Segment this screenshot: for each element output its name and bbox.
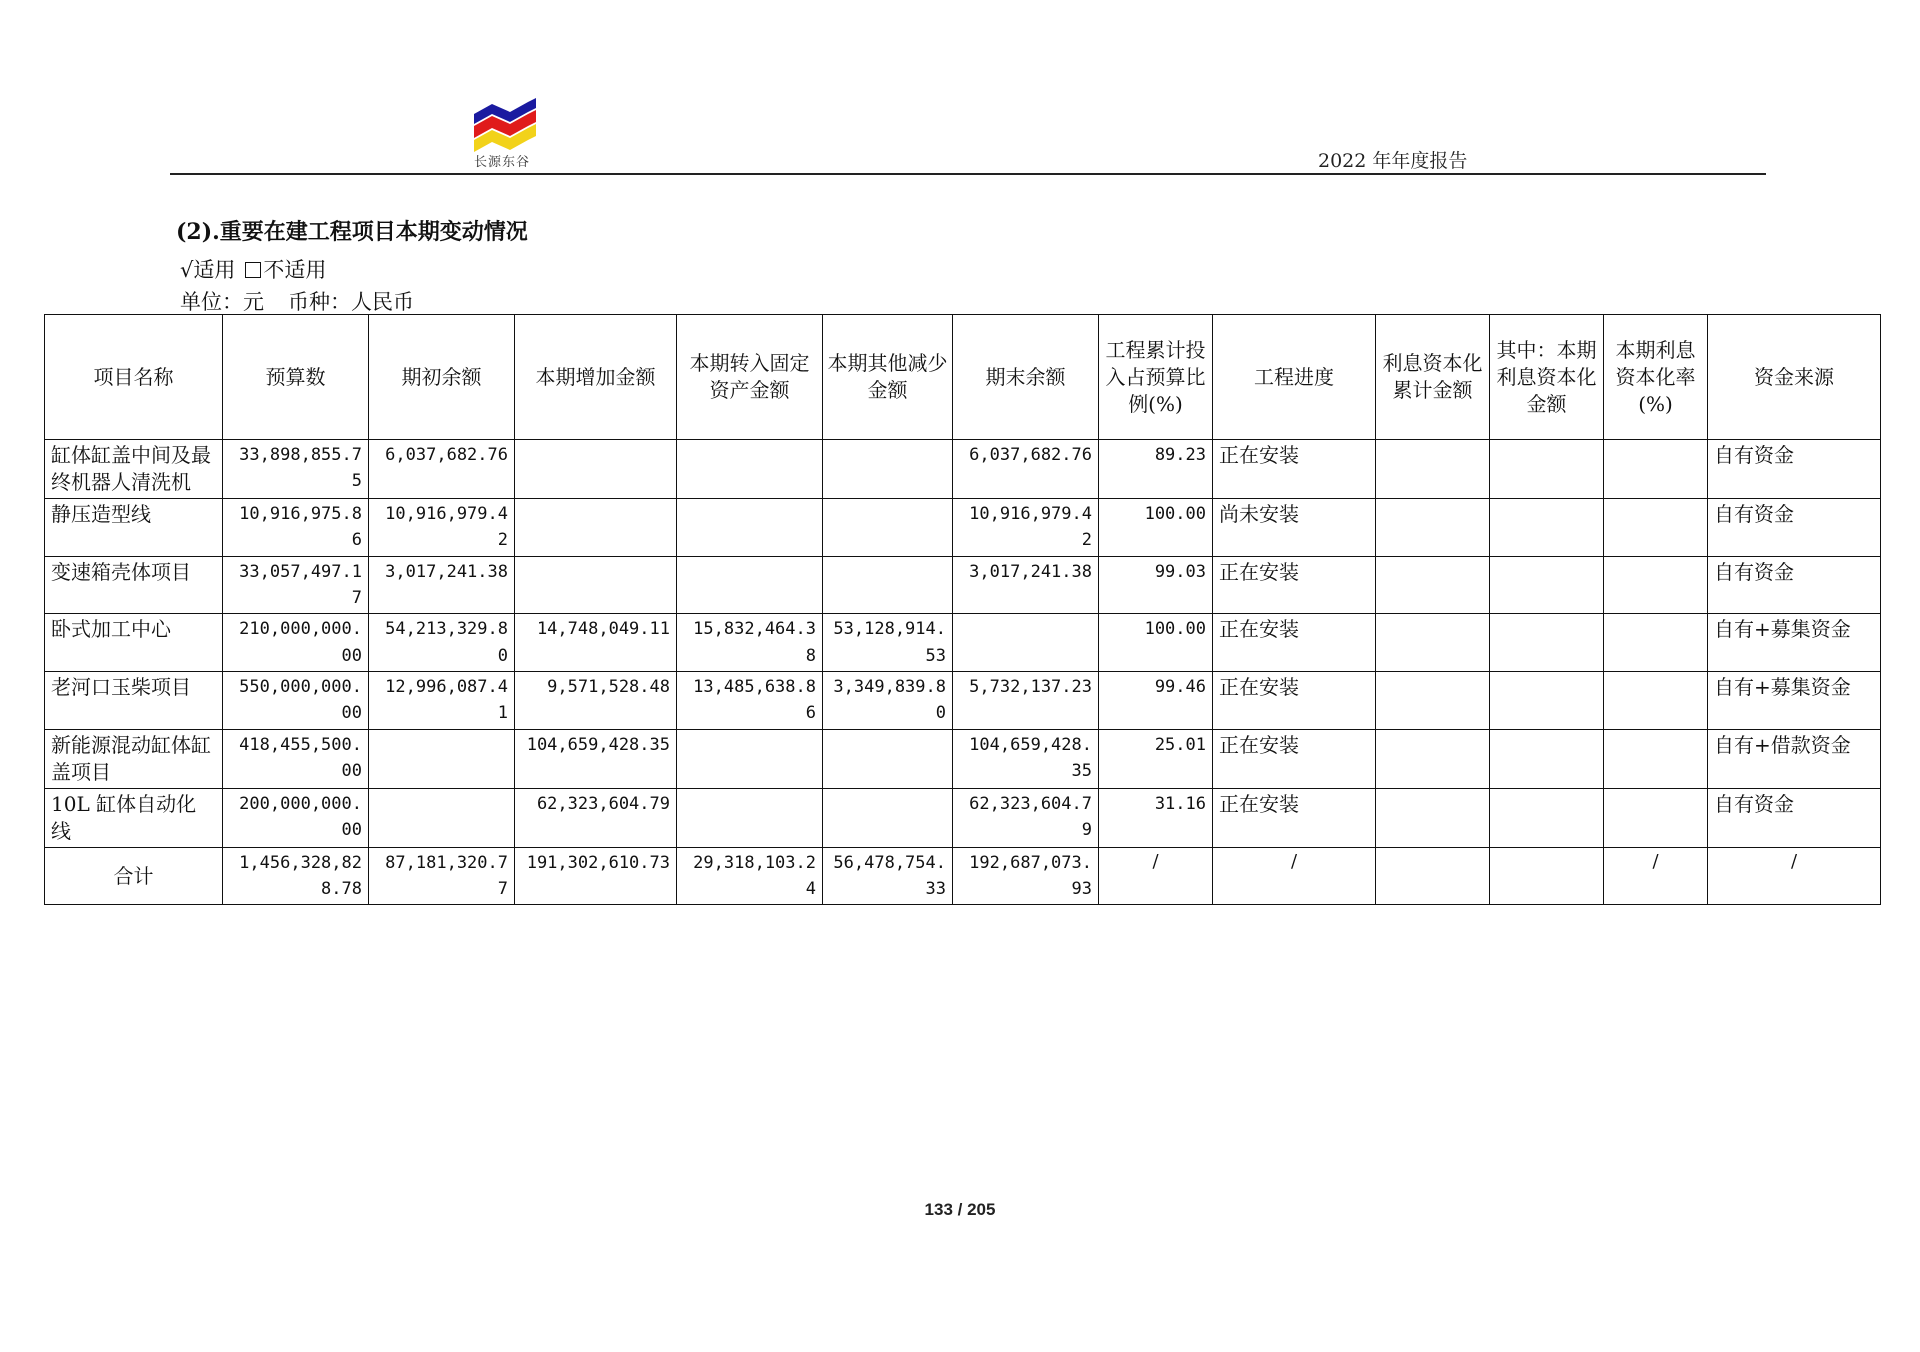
closing-balance-cell: 6,037,682.76	[953, 440, 1099, 499]
table-header-row	[45, 315, 1881, 440]
table-total-row	[45, 847, 1881, 905]
increase-cell	[515, 440, 677, 499]
column-header: 利息资本化累计金额	[1376, 315, 1490, 440]
project-name-cell: 新能源混动缸体缸盖项目	[45, 729, 223, 788]
column-header: 工程进度	[1213, 315, 1376, 440]
table-row	[45, 729, 1881, 788]
page-number: 133 / 205	[924, 1200, 996, 1219]
funding-source-cell: 自有资金	[1708, 556, 1881, 614]
transfer-to-fixed-assets-cell: 13,485,638.86	[677, 672, 823, 730]
interest-rate-cell	[1604, 614, 1708, 672]
budget-ratio-cell: 89.23	[1099, 440, 1213, 499]
funding-source-cell: 自有+募集资金	[1708, 672, 1881, 730]
interest-rate-cell	[1604, 672, 1708, 730]
other-decrease-cell	[823, 440, 953, 499]
column-header: 本期增加金额	[515, 315, 677, 440]
budget-ratio-cell: 25.01	[1099, 729, 1213, 788]
currency-label: 币种：人民币	[288, 290, 414, 314]
interest-cumulative-cell	[1376, 556, 1490, 614]
interest-cumulative-cell	[1376, 729, 1490, 788]
interest-period-cell	[1490, 729, 1604, 788]
column-header: 预算数	[223, 315, 369, 440]
funding-source-cell: 自有+借款资金	[1708, 729, 1881, 788]
interest-cumulative-cell	[1376, 440, 1490, 499]
total-budget-cell: 1,456,328,828.78	[223, 847, 369, 905]
total-interest-period-cell	[1490, 847, 1604, 905]
interest-period-cell	[1490, 440, 1604, 499]
interest-cumulative-cell	[1376, 788, 1490, 847]
column-header: 项目名称	[45, 315, 223, 440]
progress-cell: 正在安装	[1213, 440, 1376, 499]
project-name-cell: 10L 缸体自动化线	[45, 788, 223, 847]
column-header: 本期转入固定资产金额	[677, 315, 823, 440]
increase-cell: 104,659,428.35	[515, 729, 677, 788]
total-other-decrease-cell: 56,478,754.33	[823, 847, 953, 905]
not-applicable-label: 不适用	[263, 258, 327, 282]
closing-balance-cell: 62,323,604.79	[953, 788, 1099, 847]
interest-rate-cell	[1604, 499, 1708, 557]
budget-cell: 200,000,000.00	[223, 788, 369, 847]
other-decrease-cell	[823, 499, 953, 557]
opening-balance-cell: 3,017,241.38	[369, 556, 515, 614]
interest-period-cell	[1490, 556, 1604, 614]
transfer-to-fixed-assets-cell	[677, 440, 823, 499]
interest-period-cell	[1490, 614, 1604, 672]
interest-rate-cell	[1604, 729, 1708, 788]
budget-ratio-cell: 100.00	[1099, 499, 1213, 557]
budget-ratio-cell: 100.00	[1099, 614, 1213, 672]
interest-rate-cell	[1604, 556, 1708, 614]
other-decrease-cell: 3,349,839.80	[823, 672, 953, 730]
unit-label: 单位：元	[180, 290, 264, 314]
other-decrease-cell	[823, 556, 953, 614]
section-title: (2).重要在建工程项目本期变动情况	[176, 219, 528, 245]
budget-cell: 550,000,000.00	[223, 672, 369, 730]
total-label-cell: 合计	[45, 847, 223, 905]
interest-period-cell	[1490, 788, 1604, 847]
report-year-label: 2022 年年度报告	[1318, 150, 1468, 172]
opening-balance-cell: 10,916,979.42	[369, 499, 515, 557]
total-source-cell: /	[1708, 847, 1881, 905]
budget-ratio-cell: 31.16	[1099, 788, 1213, 847]
column-header: 期初余额	[369, 315, 515, 440]
increase-cell	[515, 556, 677, 614]
column-header: 本期利息资本化率(%)	[1604, 315, 1708, 440]
total-opening-cell: 87,181,320.77	[369, 847, 515, 905]
project-name-cell: 变速箱壳体项目	[45, 556, 223, 614]
funding-source-cell: 自有资金	[1708, 499, 1881, 557]
budget-ratio-cell: 99.03	[1099, 556, 1213, 614]
interest-rate-cell	[1604, 788, 1708, 847]
progress-cell: 尚未安装	[1213, 499, 1376, 557]
transfer-to-fixed-assets-cell	[677, 788, 823, 847]
applicable-indicator	[180, 254, 326, 284]
total-progress-cell: /	[1213, 847, 1376, 905]
table-row	[45, 499, 1881, 557]
increase-cell	[515, 499, 677, 557]
budget-cell: 33,057,497.17	[223, 556, 369, 614]
applicable-checked-label: √适用	[180, 258, 236, 282]
closing-balance-cell: 5,732,137.23	[953, 672, 1099, 730]
other-decrease-cell	[823, 788, 953, 847]
project-name-cell: 老河口玉柴项目	[45, 672, 223, 730]
increase-cell: 62,323,604.79	[515, 788, 677, 847]
transfer-to-fixed-assets-cell: 15,832,464.38	[677, 614, 823, 672]
total-interest-rate-cell: /	[1604, 847, 1708, 905]
progress-cell: 正在安装	[1213, 556, 1376, 614]
other-decrease-cell	[823, 729, 953, 788]
progress-cell: 正在安装	[1213, 672, 1376, 730]
closing-balance-cell	[953, 614, 1099, 672]
header-divider	[170, 173, 1766, 175]
other-decrease-cell: 53,128,914.53	[823, 614, 953, 672]
increase-cell: 9,571,528.48	[515, 672, 677, 730]
unit-currency-line	[180, 286, 414, 316]
total-transfer-cell: 29,318,103.24	[677, 847, 823, 905]
budget-ratio-cell: 99.46	[1099, 672, 1213, 730]
transfer-to-fixed-assets-cell	[677, 556, 823, 614]
closing-balance-cell: 104,659,428.35	[953, 729, 1099, 788]
interest-cumulative-cell	[1376, 499, 1490, 557]
project-name-cell: 卧式加工中心	[45, 614, 223, 672]
checkbox-empty-icon	[245, 262, 261, 278]
table-row	[45, 672, 1881, 730]
transfer-to-fixed-assets-cell	[677, 729, 823, 788]
increase-cell: 14,748,049.11	[515, 614, 677, 672]
project-name-cell: 静压造型线	[45, 499, 223, 557]
opening-balance-cell: 6,037,682.76	[369, 440, 515, 499]
opening-balance-cell: 54,213,329.80	[369, 614, 515, 672]
column-header: 期末余额	[953, 315, 1099, 440]
opening-balance-cell	[369, 729, 515, 788]
table-row	[45, 556, 1881, 614]
construction-projects-table	[44, 314, 1881, 905]
logo-text: 长源东谷	[474, 155, 531, 170]
total-closing-cell: 192,687,073.93	[953, 847, 1099, 905]
funding-source-cell: 自有资金	[1708, 788, 1881, 847]
budget-cell: 418,455,500.00	[223, 729, 369, 788]
interest-period-cell	[1490, 499, 1604, 557]
total-interest-cumulative-cell	[1376, 847, 1490, 905]
interest-cumulative-cell	[1376, 672, 1490, 730]
opening-balance-cell: 12,996,087.41	[369, 672, 515, 730]
budget-cell: 210,000,000.00	[223, 614, 369, 672]
opening-balance-cell	[369, 788, 515, 847]
transfer-to-fixed-assets-cell	[677, 499, 823, 557]
column-header: 其中：本期利息资本化金额	[1490, 315, 1604, 440]
table-row	[45, 614, 1881, 672]
column-header: 工程累计投入占预算比例(%)	[1099, 315, 1213, 440]
total-ratio-cell: /	[1099, 847, 1213, 905]
progress-cell: 正在安装	[1213, 729, 1376, 788]
interest-cumulative-cell	[1376, 614, 1490, 672]
budget-cell: 10,916,975.86	[223, 499, 369, 557]
table-row	[45, 440, 1881, 499]
closing-balance-cell: 10,916,979.42	[953, 499, 1099, 557]
column-header: 本期其他减少金额	[823, 315, 953, 440]
progress-cell: 正在安装	[1213, 788, 1376, 847]
funding-source-cell: 自有资金	[1708, 440, 1881, 499]
project-name-cell: 缸体缸盖中间及最终机器人清洗机	[45, 440, 223, 499]
total-increase-cell: 191,302,610.73	[515, 847, 677, 905]
progress-cell: 正在安装	[1213, 614, 1376, 672]
budget-cell: 33,898,855.75	[223, 440, 369, 499]
table-row	[45, 788, 1881, 847]
interest-rate-cell	[1604, 440, 1708, 499]
funding-source-cell: 自有+募集资金	[1708, 614, 1881, 672]
column-header: 资金来源	[1708, 315, 1881, 440]
closing-balance-cell: 3,017,241.38	[953, 556, 1099, 614]
interest-period-cell	[1490, 672, 1604, 730]
